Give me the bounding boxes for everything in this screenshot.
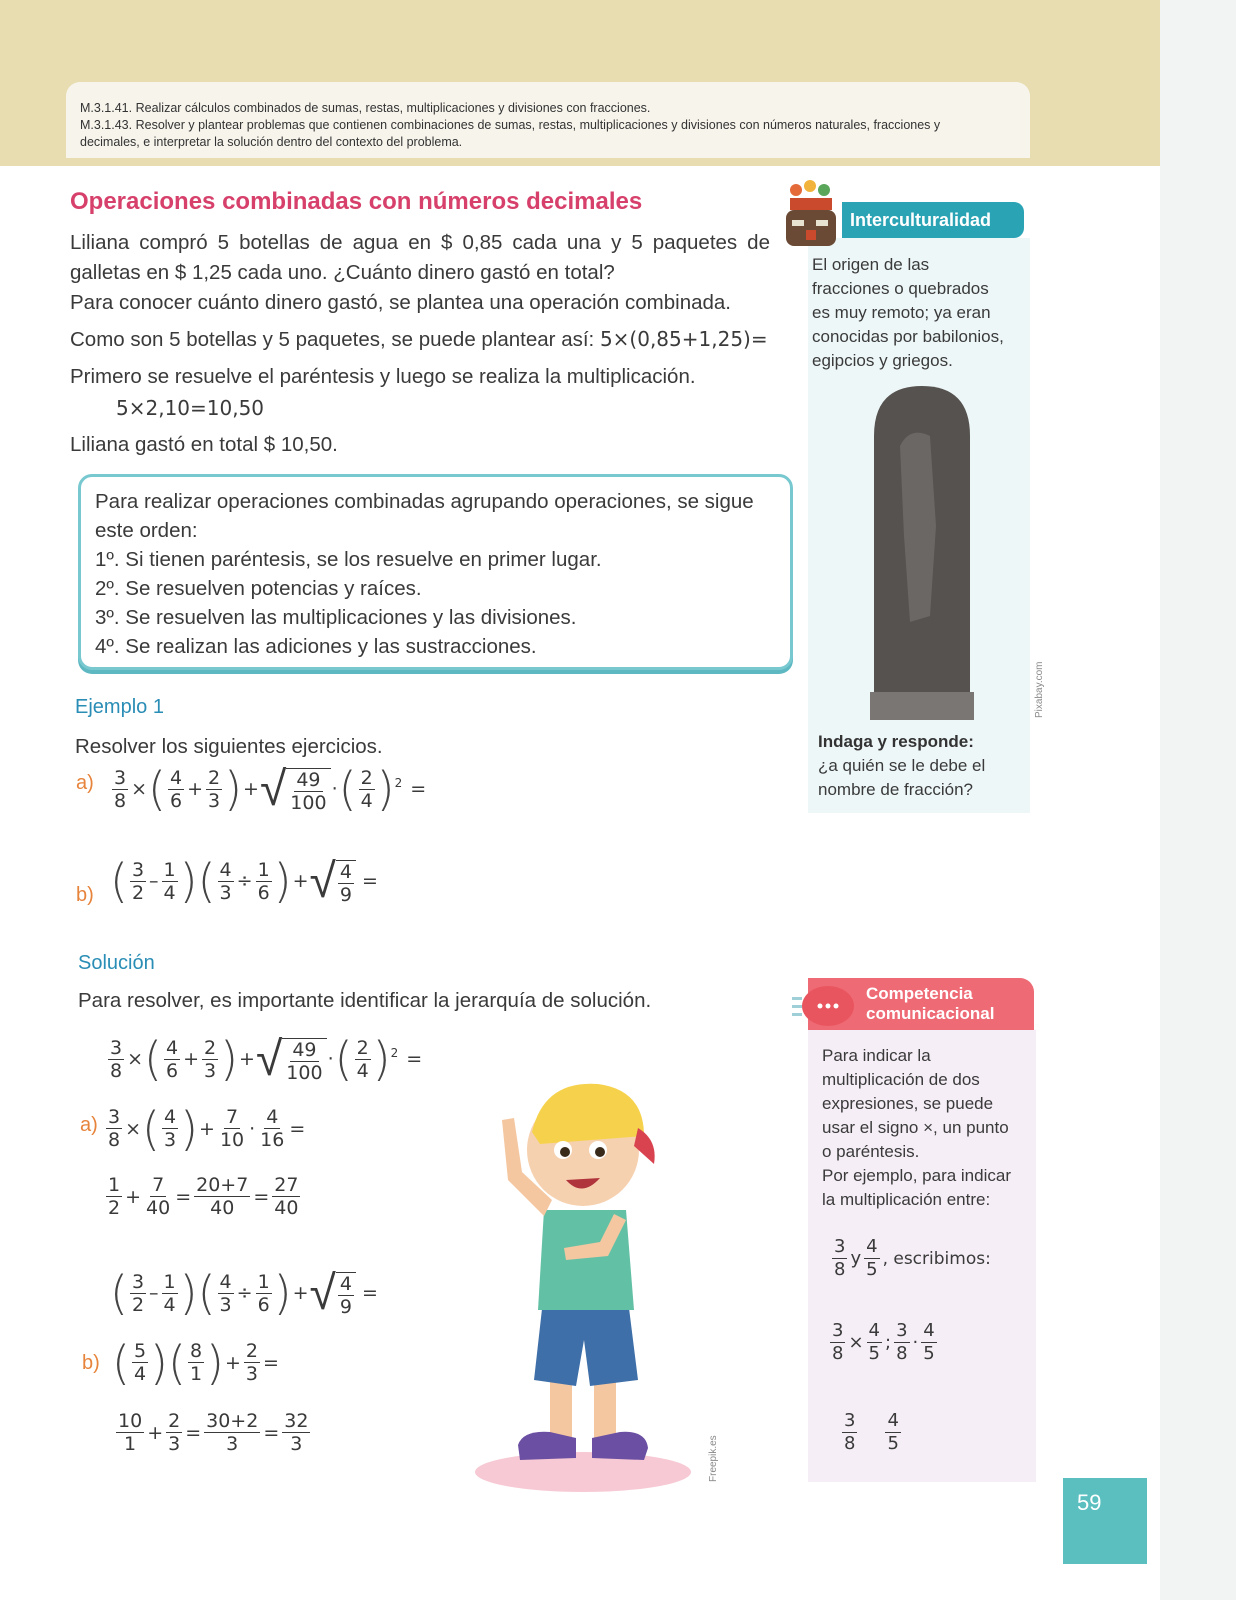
inquiry-line: ¿a quién se le debe el (818, 756, 986, 775)
solution-a-step3: 1 2 + $\frac{7}{40}$ = $\frac{20+7}{40}$ = $\frac{27}{40}$ (108, 1174, 299, 1219)
interculturality-text (812, 253, 1004, 373)
solution-b-step3: 10 1 + $\frac{2}{3}$ = $\frac{30+2}{3}$ = $\frac{32}{3}$ (118, 1410, 309, 1455)
notation-examples: $\frac{3}{8}$ × $\frac{4}{5}$ ; 3 8 · 4 5 (832, 1320, 935, 1364)
babylonian-stele-image (870, 386, 974, 720)
inquiry-heading: Indaga y responde: (818, 732, 974, 751)
standard-line: M.3.1.43. Resolver y plantear problemas que contienen combinaciones de sumas, restas, multiplicaciones y divisiones con números naturales, fracciones y (80, 118, 941, 132)
page-title: Operaciones combinadas con números decimales (70, 188, 643, 215)
exercise-a-expression: $\frac{3}{8}$ × ( 4 6 + $\frac{2}{3}$ ) + √ 49 100 · ( 2 4 ) 2 = (114, 761, 427, 817)
communication-text (822, 1044, 1011, 1212)
exercise-label-b: b) (76, 884, 94, 906)
example-instruction: Resolver los siguientes ejercicios. (75, 735, 383, 758)
example-fractions: 3 8 y 4 5 , escribimos: (834, 1236, 991, 1280)
intro-line: galletas en $ 1,25 cada uno. ¿Cuánto dinero gastó en total? (70, 261, 615, 284)
solution-heading: Solución (78, 952, 155, 974)
sidebar-line: o paréntesis. (822, 1142, 920, 1161)
rule-step: 2º. Se resuelven potencias y raíces. (95, 577, 422, 600)
page-number: 59 (1063, 1478, 1147, 1564)
interculturality-tab: Interculturalidad (842, 202, 1024, 238)
juxtaposition-example: 3 8 4 5 (844, 1410, 899, 1454)
calc-line: 5×2,10=10,50 (116, 396, 265, 420)
first-step: Primero se resuelve el paréntesis y luego se realiza la multiplicación. (70, 365, 696, 388)
intro-line: Para conocer cuánto dinero gastó, se plantea una operación combinada. (70, 291, 732, 314)
sidebar-line: la multiplicación entre: (822, 1190, 991, 1209)
rule-step: 3º. Se resuelven las multiplicaciones y las divisiones. (95, 606, 577, 629)
boy-illustration (448, 1060, 698, 1500)
sidebar-line: Por ejemplo, para indicar (822, 1166, 1011, 1185)
plan-text: Como son 5 botellas y 5 paquetes, se puede plantear así: (70, 328, 595, 351)
rule-step: 1º. Si tienen paréntesis, se los resuelve en primer lugar. (95, 548, 602, 571)
speech-bubble-icon (790, 983, 856, 1029)
solution-b-step2: ( 5 4 ) ( 8 1 ) + $\frac{2}{3}$ = (112, 1335, 279, 1390)
page-margin (1160, 0, 1236, 1600)
sidebar-line: es muy remoto; ya eran (812, 303, 991, 322)
sidebar-line: El origen de las (812, 255, 930, 274)
standard-line: decimales, e interpretar la solución dentro del contexto del problema. (80, 135, 463, 149)
standard-line: M.3.1.41. Realizar cálculos combinados de sumas, restas, multiplicaciones y divisiones con fracciones. (80, 101, 651, 115)
sidebar-line: egipcios y griegos. (812, 351, 953, 370)
write-word: , escribimos: (882, 1248, 991, 1269)
sidebar-line: conocidas por babilonios, (812, 327, 1004, 346)
exercise-label-a: a) (76, 772, 94, 794)
standards-box (66, 82, 1030, 158)
example-heading: Ejemplo 1 (75, 696, 164, 718)
solution-b-step1: ( 3 2 – 1 4 ) ( $\frac{4}{3}$ ÷ $\frac{1}{6}$ ) + √ 4 9 = (110, 1265, 378, 1321)
plan-expression: 5×(0,85+1,25)= (599, 327, 768, 351)
solution-instruction: Para resolver, es importante identificar la jerarquía de solución. (78, 989, 652, 1012)
sidebar-line: expresiones, se puede (822, 1094, 994, 1113)
solution-label-b: b) (82, 1352, 100, 1374)
intro-line: Liliana compró 5 botellas de agua en $ 0,85 cada una y 5 paquetes de (70, 231, 770, 254)
sidebar-line: usar el signo ×, un punto (822, 1118, 1009, 1137)
image-credit: Pixabay.com (1034, 661, 1045, 718)
solution-label-a: a) (80, 1114, 98, 1136)
mask-icon (776, 178, 846, 258)
plan-line (70, 324, 768, 355)
rules-intro: este orden: (95, 519, 198, 542)
inquiry-line: nombre de fracción? (818, 780, 973, 799)
inquiry-block (818, 730, 985, 802)
and-word: y (850, 1248, 862, 1269)
sidebar-line: Para indicar la (822, 1046, 931, 1065)
sidebar-line: fracciones o quebrados (812, 279, 989, 298)
intro-text (70, 228, 770, 318)
solution-a-step1: $\frac{3}{8}$ × ( 4 6 + $\frac{2}{3}$ ) + √ 49 100 · ( 2 4 ) 2 = (110, 1031, 423, 1087)
sidebar-line: multiplicación de dos (822, 1070, 980, 1089)
tab-line: Competencia (866, 984, 973, 1003)
result-line: Liliana gastó en total $ 10,50. (70, 433, 338, 456)
rule-step: 4º. Se realizan las adiciones y las sustracciones. (95, 635, 537, 658)
rules-box (78, 474, 793, 670)
illustration-credit: Freepik.es (708, 1435, 719, 1482)
tab-line: comunicacional (866, 1004, 995, 1023)
rules-intro: Para realizar operaciones combinadas agrupando operaciones, se sigue (95, 490, 754, 513)
exercise-b-expression: ( 3 2 – 1 4 ) ( $\frac{4}{3}$ ÷ $\frac{1}{6}$ ) + √ 4 9 = (110, 853, 378, 909)
solution-a-step2: $\frac{3}{8}$ × ( 4 3 ) + $\frac{7}{10}$ · $\frac{4}{16}$ = (108, 1101, 306, 1156)
